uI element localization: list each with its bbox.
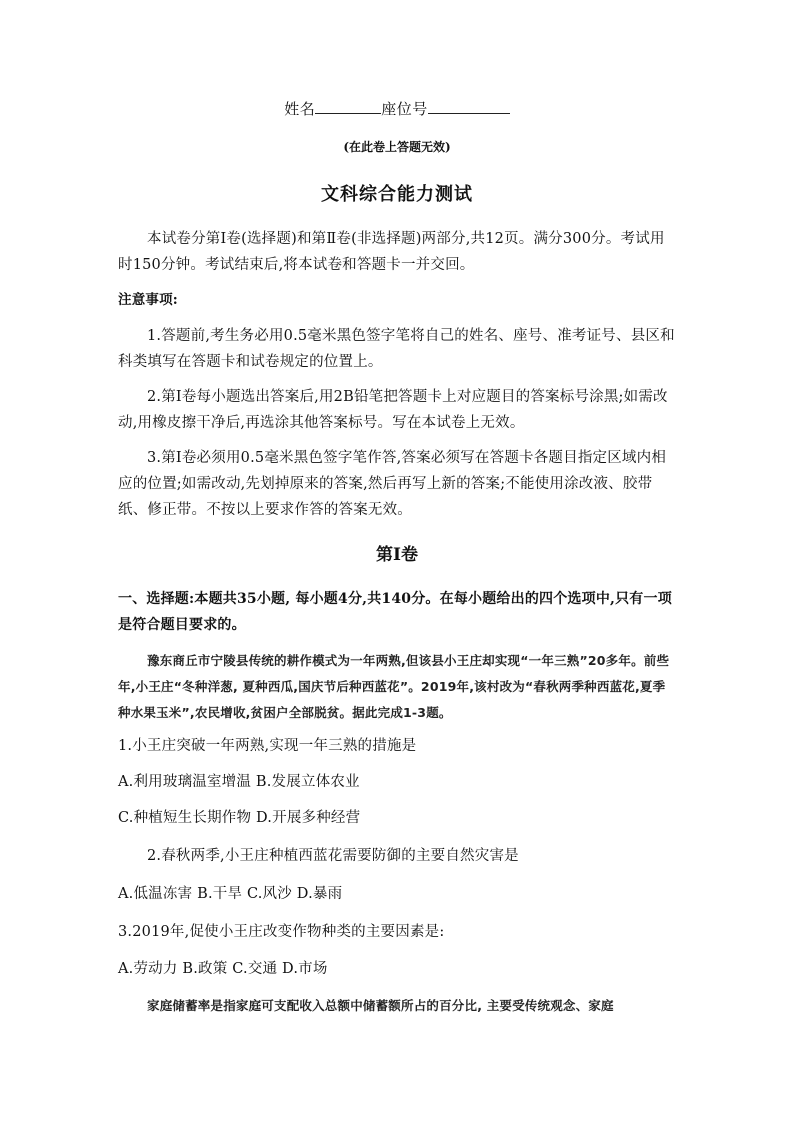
question-2-stem: 2.春秋两季,小王庄种植西蓝花需要防御的主要自然灾害是 <box>147 848 519 864</box>
note-item-1: 1.答题前,考生务必用0.5毫米黑色签字笔将自己的姓名、座号、准考证号、县区和科类填写在答题卡和试卷规定的位置上。 <box>118 328 675 370</box>
question-3-options: A.劳动力 B.政策 C.交通 D.市场 <box>118 961 328 977</box>
intro-paragraph: 本试卷分第Ⅰ卷(选择题)和第Ⅱ卷(非选择题)两部分,共12页。满分300分。考试用时150分钟。考试结束后,将本试卷和答题卡一并交回。 <box>118 231 665 273</box>
question-1-options-1: A.利用玻璃温室增温 B.发展立体农业 <box>118 774 360 790</box>
seat-label: 座位号 <box>381 100 428 118</box>
question-1-stem: 1.小王庄突破一年两熟,实现一年三熟的措施是 <box>118 738 417 754</box>
notes-heading: 注意事项: <box>118 292 178 308</box>
material-paragraph-1: 豫东商丘市宁陵县传统的耕作模式为一年两熟,但该县小王庄却实现“一年三熟”20多年。前些年,小王庄“冬种洋葱, 夏种西瓜,国庆节后种西蓝花”。2019年,该村改为“春秋两季种西蓝花,夏季种水果玉米”,农民增收,贫困户全部脱贫。据此完成1-3题。 <box>118 653 670 720</box>
name-seat-line <box>0 98 794 119</box>
note-item-3: 3.第Ⅰ卷必须用0.5毫米黑色签字笔作答,答案必须写在答题卡各题目指定区域内相应的位置;如需改动,先划掉原来的答案,然后再写上新的答案;不能使用涂改液、胶带纸、修正带。不按以上要求作答的答案无效。 <box>118 450 667 518</box>
no-answer-warning: (在此卷上答题无效) <box>343 140 451 154</box>
part-instructions: 一、选择题:本题共35小题, 每小题4分,共140分。在每小题给出的四个选项中,只有一项是符合题目要求的。 <box>118 591 672 633</box>
section-title: 第Ⅰ卷 <box>376 545 418 565</box>
name-label: 姓名 <box>284 100 316 118</box>
name-blank[interactable] <box>315 99 381 114</box>
exam-title: 文科综合能力测试 <box>321 184 473 205</box>
note-item-2: 2.第Ⅰ卷每小题选出答案后,用2B铅笔把答题卡上对应题目的答案标号涂黑;如需改动,用橡皮擦干净后,再选涂其他答案标号。写在本试卷上无效。 <box>118 389 668 431</box>
seat-blank[interactable] <box>428 99 510 114</box>
material-paragraph-2: 家庭储蓄率是指家庭可支配收入总额中储蓄额所占的百分比, 主要受传统观念、家庭 <box>147 998 614 1013</box>
question-1-options-2: C.种植短生长期作物 D.开展多种经营 <box>118 810 361 826</box>
question-3-stem: 3.2019年,促使小王庄改变作物种类的主要因素是: <box>118 924 445 940</box>
question-2-options: A.低温冻害 B.干旱 C.风沙 D.暴雨 <box>118 886 343 902</box>
